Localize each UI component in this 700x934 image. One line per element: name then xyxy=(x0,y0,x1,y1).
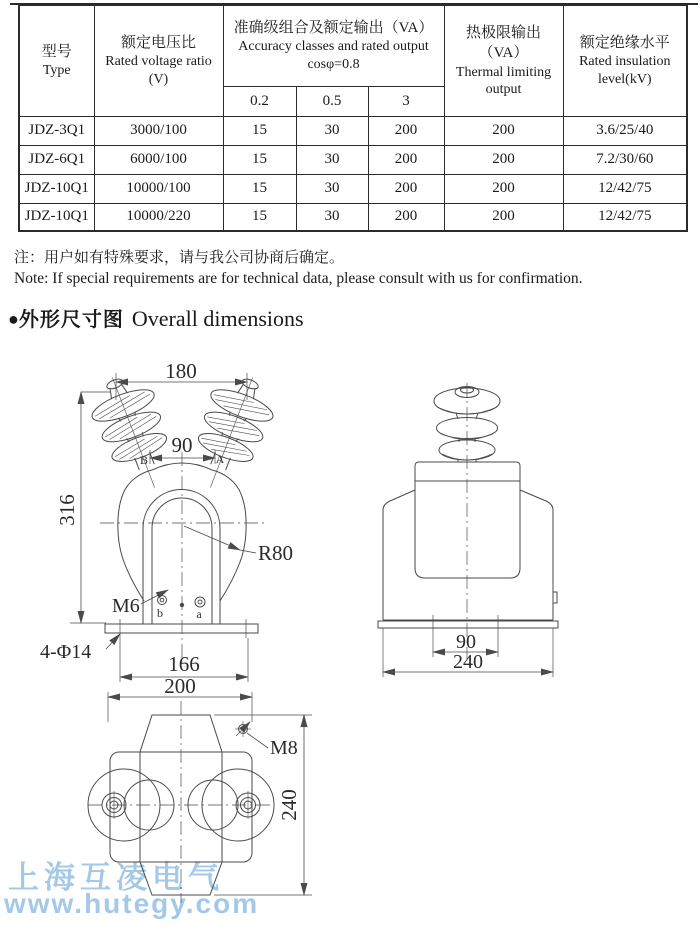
cell-insul: 3.6/25/40 xyxy=(563,116,687,145)
table-row xyxy=(19,174,687,203)
cell-ratio: 10000/220 xyxy=(94,203,223,231)
terminal-B-label: B xyxy=(139,453,149,467)
header-thermal-en2: output xyxy=(485,82,522,97)
terminal-b-circle xyxy=(158,596,167,605)
header-accuracy-cos: cosφ=0.8 xyxy=(307,56,360,72)
top-view xyxy=(88,674,312,903)
cell-ratio: 10000/100 xyxy=(94,174,223,203)
section-heading xyxy=(8,303,304,332)
header-ratio-cn: 额定电压比 xyxy=(120,35,196,52)
table-row xyxy=(19,203,687,231)
header-type xyxy=(19,5,94,116)
note-chinese: 注：用户如有特殊要求，请与我公司协商后确定。 xyxy=(14,250,345,266)
header-accuracy-en: Accuracy classes and rated output xyxy=(238,39,429,55)
terminal-A-label: A xyxy=(215,452,225,466)
cell-thermal: 200 xyxy=(444,116,563,145)
center-terminal-dot xyxy=(180,603,184,607)
cell-a05: 30 xyxy=(296,116,368,145)
overall-dimensions-drawing xyxy=(0,355,700,934)
cell-ratio: 3000/100 xyxy=(94,116,223,145)
terminal-a-label: a xyxy=(196,607,202,621)
cell-a3: 200 xyxy=(368,203,444,231)
holes-label: 4-Φ14 xyxy=(40,641,92,663)
watermark-url: www.hutegy.com xyxy=(4,888,260,919)
cell-a02: 15 xyxy=(223,116,296,145)
dim-90-label: 90 xyxy=(171,433,193,457)
terminal-a-center xyxy=(198,600,202,604)
cell-insul: 7.2/30/60 xyxy=(563,145,687,174)
dim-180-label: 180 xyxy=(165,359,197,383)
side-dim-240-label: 240 xyxy=(453,651,483,673)
side-clip xyxy=(553,592,557,603)
subheader-acc-05-label: 0.5 xyxy=(322,93,342,109)
section-title-cn: 外形尺寸图 xyxy=(18,309,124,331)
cell-a3: 200 xyxy=(368,145,444,174)
header-type-cn: 型号 xyxy=(41,43,72,60)
terminal-b-label: b xyxy=(157,606,163,620)
side-body-right xyxy=(520,490,553,620)
cell-thermal: 200 xyxy=(444,145,563,174)
section-title-en: Overall dimensions xyxy=(131,306,304,331)
header-accuracy-cn: 准确级组合及额定输出（VA） xyxy=(233,20,434,37)
header-insul-en1: Rated insulation xyxy=(579,54,671,70)
m6-leader xyxy=(141,590,168,604)
header-insul-en2: level(kV) xyxy=(597,71,652,87)
side-core-window xyxy=(415,495,520,578)
body-left-outline xyxy=(118,470,152,601)
cell-a02: 15 xyxy=(223,174,296,203)
side-top-block xyxy=(415,462,520,495)
cell-a05: 30 xyxy=(296,203,368,231)
cell-a05: 30 xyxy=(296,145,368,174)
table-row xyxy=(19,145,687,174)
base-plate xyxy=(105,624,258,633)
header-ratio-unit: (V) xyxy=(148,71,169,87)
m8-leader xyxy=(247,733,268,748)
cell-type: JDZ-10Q1 xyxy=(19,203,94,231)
cell-thermal: 200 xyxy=(444,203,563,231)
cell-type: JDZ-6Q1 xyxy=(19,145,94,174)
cell-type: JDZ-3Q1 xyxy=(19,116,94,145)
subheader-acc-05 xyxy=(296,86,368,116)
side-dim-90-label: 90 xyxy=(456,631,476,653)
r80-leader-tail xyxy=(240,550,256,553)
header-thermal-en1: Thermal limiting xyxy=(455,64,552,80)
subheader-acc-02 xyxy=(223,86,296,116)
top-dim-200-label: 200 xyxy=(164,674,196,698)
header-ratio xyxy=(94,5,223,116)
table-row xyxy=(19,116,687,145)
header-thermal-cn: 热极限输出（VA） xyxy=(466,25,542,62)
note-english: Note: If special requirements are for technical data, please consult with us for confirmation. xyxy=(14,270,583,287)
header-insulation xyxy=(563,5,687,116)
cell-a02: 15 xyxy=(223,203,296,231)
dim-316-label: 316 xyxy=(55,494,79,526)
cell-insul: 12/42/75 xyxy=(563,203,687,231)
header-type-en: Type xyxy=(42,63,71,79)
body-right-outline xyxy=(212,470,246,601)
bullet-icon: ● xyxy=(8,309,19,329)
cell-ratio: 6000/100 xyxy=(94,145,223,174)
dim-166-label: 166 xyxy=(168,652,200,676)
thread-m8-label: M8 xyxy=(270,737,298,759)
top-dim-240-label: 240 xyxy=(277,789,301,821)
subheader-acc-3 xyxy=(368,86,444,116)
cell-a3: 200 xyxy=(368,174,444,203)
header-accuracy xyxy=(223,5,444,86)
header-ratio-en: Rated voltage ratio xyxy=(105,54,212,70)
terminal-b-center xyxy=(160,598,164,602)
holes-leader xyxy=(106,634,120,649)
watermark-company: 上海互凌电气 xyxy=(8,860,224,895)
cell-type: JDZ-10Q1 xyxy=(19,174,94,203)
subheader-acc-3-label: 3 xyxy=(402,93,410,109)
front-right-bushing xyxy=(180,366,284,500)
side-body-left xyxy=(383,490,415,620)
spec-table xyxy=(18,4,688,232)
cell-a05: 30 xyxy=(296,174,368,203)
side-base-plate xyxy=(378,621,558,628)
radius-r80-label: R80 xyxy=(258,541,294,565)
subheader-acc-02-label: 0.2 xyxy=(250,93,269,109)
cell-a3: 200 xyxy=(368,116,444,145)
terminal-a-circle xyxy=(195,597,205,607)
header-insul-cn: 额定绝缘水平 xyxy=(579,35,670,52)
header-thermal xyxy=(444,5,563,116)
side-view xyxy=(378,383,558,677)
cell-thermal: 200 xyxy=(444,174,563,203)
cell-a02: 15 xyxy=(223,145,296,174)
thread-m6-label: M6 xyxy=(112,595,140,617)
front-view xyxy=(40,359,293,682)
cell-insul: 12/42/75 xyxy=(563,174,687,203)
